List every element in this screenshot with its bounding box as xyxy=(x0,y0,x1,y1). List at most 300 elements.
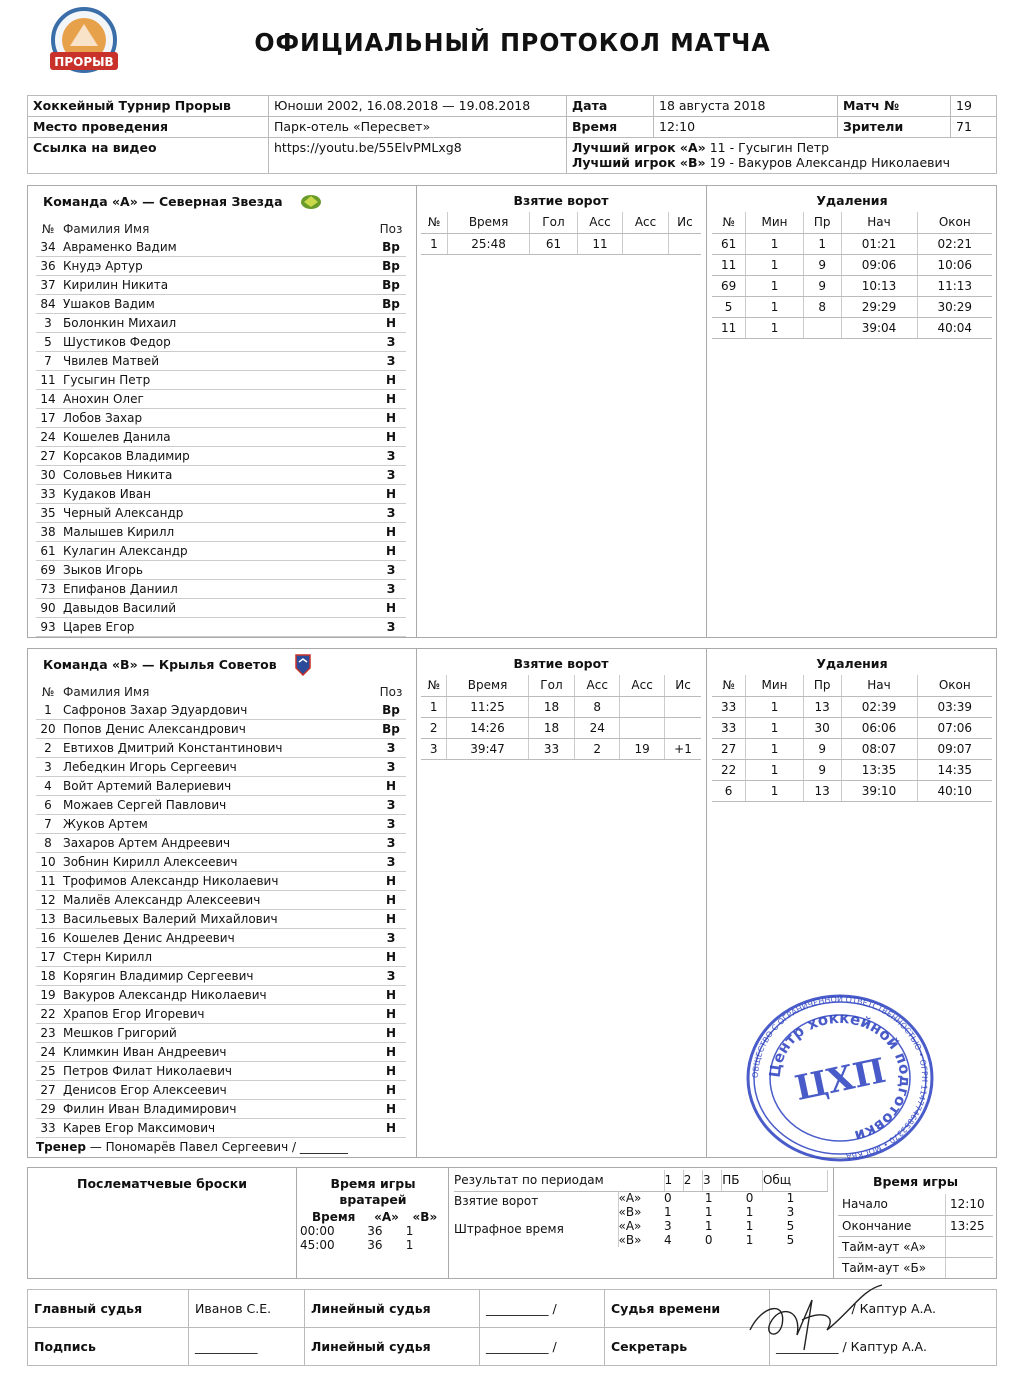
player-position: З xyxy=(386,817,396,831)
player-position: Н xyxy=(385,950,397,964)
table-cell: 14:35 xyxy=(917,759,992,780)
player-name: Давыдов Василий xyxy=(63,601,177,615)
player-name: Лебедкин Игорь Сергеевич xyxy=(63,760,237,774)
player-position: З xyxy=(386,836,396,850)
column-header: № xyxy=(421,675,447,696)
player-number: 33 xyxy=(40,1121,56,1135)
player-row xyxy=(36,1024,406,1043)
goal-row xyxy=(421,717,701,738)
team-a-emblem-icon xyxy=(300,193,322,211)
player-position: Н xyxy=(385,316,397,330)
player-position: Вр xyxy=(382,297,400,311)
timeout-a-label: Тайм-аут «А» xyxy=(838,1236,946,1257)
start-label: Начало xyxy=(838,1194,946,1215)
player-number: 25 xyxy=(40,1064,56,1078)
team-a-roster xyxy=(36,219,406,637)
player-position: З xyxy=(386,582,396,596)
player-position: Н xyxy=(385,411,397,425)
player-position: Н xyxy=(385,1045,397,1059)
period-header: 1 xyxy=(664,1170,683,1191)
player-position: З xyxy=(386,354,396,368)
table-cell: 61 xyxy=(712,233,746,254)
page-title: ОФИЦИАЛЬНЫЙ ПРОТОКОЛ МАТЧА xyxy=(254,28,771,57)
table-cell: 2 xyxy=(575,738,620,759)
stamp-ring-text: Центр хоккейной подготовки xyxy=(765,1008,915,1146)
player-name: Стерн Кирилл xyxy=(63,950,153,964)
column-header: Мин xyxy=(746,212,804,233)
player-row xyxy=(36,580,406,599)
table-cell: 36 xyxy=(367,1238,383,1252)
player-name: Кирилин Никита xyxy=(63,278,169,292)
col-name: Фамилия Имя xyxy=(63,684,150,699)
player-row xyxy=(36,333,406,352)
gk-time-table xyxy=(300,1210,444,1252)
period-header: 3 xyxy=(703,1170,722,1191)
game-time-title: Время игры xyxy=(872,1174,959,1189)
period-row-label: Взятие ворот xyxy=(454,1191,618,1219)
team-a-goals xyxy=(421,190,701,255)
player-name: Васильевых Валерий Михайлович xyxy=(63,912,278,926)
player-name: Трофимов Александр Николаевич xyxy=(63,874,279,888)
player-position: Н xyxy=(385,1007,397,1021)
table-cell: 5 xyxy=(712,296,746,317)
player-name: Лобов Захар xyxy=(63,411,143,425)
player-position: Н xyxy=(385,1083,397,1097)
player-name: Климкин Иван Андреевич xyxy=(63,1045,227,1059)
player-number: 69 xyxy=(40,563,56,577)
table-cell: 29:29 xyxy=(841,296,917,317)
table-cell: +1 xyxy=(665,738,701,759)
periods-title: Результат по периодам xyxy=(454,1170,618,1191)
table-cell: 01:21 xyxy=(841,233,917,254)
table-cell xyxy=(620,696,665,717)
stamp-outer-text: ОБЩЕСТВО С ОГРАНИЧЕННОЙ ОТВЕТСТВЕННОСТЬЮ • ОГРН 1147746853370 • МОСКВА xyxy=(750,994,930,1161)
table-cell: 33 xyxy=(528,738,575,759)
periods-table xyxy=(454,1170,828,1247)
column-header: Пр xyxy=(803,212,841,233)
player-row xyxy=(36,352,406,371)
player-name: Можаев Сергей Павлович xyxy=(63,798,227,812)
player-number: 35 xyxy=(40,506,56,520)
period-value: 3 xyxy=(664,1218,672,1233)
penalty-row xyxy=(712,296,992,317)
player-number: 37 xyxy=(40,278,56,292)
table-cell: 10:13 xyxy=(841,275,917,296)
player-number: 36 xyxy=(40,259,56,273)
player-number: 30 xyxy=(40,468,56,482)
table-cell xyxy=(620,717,665,738)
player-row xyxy=(36,295,406,314)
sign-label: Подпись xyxy=(28,1328,189,1366)
coach-line xyxy=(36,1140,406,1154)
table-cell: 1 xyxy=(405,1224,414,1238)
player-name: Царев Егор xyxy=(63,620,135,634)
table-cell xyxy=(803,317,841,338)
player-name: Чвилев Матвей xyxy=(63,354,159,368)
player-position: Н xyxy=(385,893,397,907)
column-header: № xyxy=(712,212,746,233)
column-header: «В» xyxy=(412,1210,438,1224)
table-cell: 13 xyxy=(803,780,841,801)
player-position: З xyxy=(386,741,396,755)
player-position: Н xyxy=(385,430,397,444)
secretary-value: __________ / Каптур А.А. xyxy=(770,1328,997,1366)
table-cell: 02:39 xyxy=(841,696,917,717)
table-cell: 40:10 xyxy=(917,780,992,801)
player-row xyxy=(36,815,406,834)
team-a-penalties xyxy=(712,190,992,339)
team-b-penalties xyxy=(712,653,992,802)
venue-value: Парк-отель «Пересвет» xyxy=(269,117,567,138)
table-cell: 11 xyxy=(577,233,623,254)
player-name: Черный Александр xyxy=(63,506,184,520)
player-position: Вр xyxy=(382,278,400,292)
period-team: «А» xyxy=(618,1218,642,1233)
player-number: 61 xyxy=(40,544,56,558)
gk-row xyxy=(300,1224,444,1238)
column-header: Время xyxy=(311,1210,356,1224)
player-number: 20 xyxy=(40,722,56,736)
player-number: 29 xyxy=(40,1102,56,1116)
penalty-row xyxy=(712,233,992,254)
column-header: Асс xyxy=(577,212,623,233)
table-cell: 1 xyxy=(421,696,447,717)
table-cell: 2 xyxy=(421,717,447,738)
summary-section xyxy=(27,1167,997,1279)
period-value: 5 xyxy=(786,1232,795,1247)
table-cell: 1 xyxy=(746,254,804,275)
table-cell: 1 xyxy=(746,296,804,317)
player-name: Авраменко Вадим xyxy=(63,240,177,254)
player-row xyxy=(36,910,406,929)
period-header: Общ xyxy=(762,1170,827,1191)
player-number: 17 xyxy=(40,411,56,425)
player-row xyxy=(36,1043,406,1062)
player-number: 1 xyxy=(44,703,52,717)
table-cell: 13 xyxy=(803,696,841,717)
player-position: Вр xyxy=(382,722,400,736)
player-row xyxy=(36,1062,406,1081)
player-name: Попов Денис Александрович xyxy=(63,722,246,736)
player-number: 2 xyxy=(44,741,52,755)
player-number: 11 xyxy=(40,874,56,888)
player-position: З xyxy=(386,506,396,520)
table-cell: 33 xyxy=(712,696,746,717)
period-value: 1 xyxy=(664,1204,672,1219)
table-cell: 1 xyxy=(746,275,804,296)
player-row xyxy=(36,1005,406,1024)
period-value: 1 xyxy=(745,1218,754,1233)
table-cell: 40:04 xyxy=(917,317,992,338)
player-number: 84 xyxy=(40,297,56,311)
game-time-table xyxy=(838,1194,993,1278)
player-position: Н xyxy=(385,874,397,888)
player-row xyxy=(36,447,406,466)
timeout-b-label: Тайм-аут «Б» xyxy=(838,1257,946,1278)
player-name: Евтихов Дмитрий Константинович xyxy=(63,741,283,755)
table-cell: 1 xyxy=(746,233,804,254)
team-a-title: Команда «А» — Северная Звезда xyxy=(43,194,283,209)
table-cell: 30 xyxy=(803,717,841,738)
venue-label: Место проведения xyxy=(28,117,269,138)
column-header: Мин xyxy=(746,675,804,696)
player-position: Н xyxy=(385,544,397,558)
player-row xyxy=(36,701,406,720)
table-cell: 14:26 xyxy=(447,717,528,738)
main-referee-value: Иванов С.Е. xyxy=(189,1290,305,1328)
player-row xyxy=(36,371,406,390)
player-name: Малиёв Александр Алексеевич xyxy=(63,893,261,907)
column-header: № xyxy=(421,212,447,233)
player-row xyxy=(36,428,406,447)
column-header: Окон xyxy=(917,212,992,233)
player-position: Вр xyxy=(382,703,400,717)
table-cell: 25:48 xyxy=(447,233,529,254)
player-number: 19 xyxy=(40,988,56,1002)
best-a-value: 11 - Гусыгин Петр xyxy=(709,140,830,155)
player-number: 27 xyxy=(40,1083,56,1097)
column-header: Гол xyxy=(530,212,577,233)
player-number: 8 xyxy=(44,836,52,850)
coach-label: Тренер xyxy=(36,1140,86,1154)
player-number: 13 xyxy=(40,912,56,926)
column-header: «А» xyxy=(374,1210,399,1224)
player-number: 3 xyxy=(44,760,52,774)
linesman2-value: __________ / xyxy=(480,1328,605,1366)
match-number-label: Матч № xyxy=(838,96,951,117)
table-cell: 1 xyxy=(421,233,447,254)
table-cell xyxy=(665,717,701,738)
col-pos: Поз xyxy=(379,221,403,236)
period-value: 4 xyxy=(664,1232,672,1247)
player-number: 34 xyxy=(40,240,56,254)
player-row xyxy=(36,257,406,276)
player-position: Н xyxy=(385,1102,397,1116)
player-number: 16 xyxy=(40,931,56,945)
end-value: 13:25 xyxy=(946,1215,993,1236)
match-header xyxy=(27,95,997,176)
player-position: З xyxy=(386,969,396,983)
column-header: Гол xyxy=(528,675,575,696)
player-row xyxy=(36,777,406,796)
date-label: Дата xyxy=(567,96,654,117)
player-row xyxy=(36,1119,406,1138)
period-value: 1 xyxy=(704,1204,713,1219)
player-number: 33 xyxy=(40,487,56,501)
linesman-label: Линейный судья xyxy=(305,1290,480,1328)
table-cell: 08:07 xyxy=(841,738,917,759)
player-name: Петров Филат Николаевич xyxy=(63,1064,232,1078)
table-cell: 27 xyxy=(712,738,746,759)
match-number-value: 19 xyxy=(951,96,997,117)
stamp-center-text: ЦХП xyxy=(791,1050,890,1110)
table-cell: 8 xyxy=(575,696,620,717)
table-cell: 18 xyxy=(528,717,575,738)
table-cell: 11 xyxy=(712,254,746,275)
player-number: 90 xyxy=(40,601,56,615)
table-cell: 13:35 xyxy=(841,759,917,780)
column-header: Ис xyxy=(668,212,701,233)
period-value: 1 xyxy=(745,1204,754,1219)
table-cell: 39:47 xyxy=(447,738,528,759)
table-cell: 1 xyxy=(746,317,804,338)
period-header: ПБ xyxy=(722,1170,763,1191)
player-name: Ушаков Вадим xyxy=(63,297,155,311)
player-name: Карев Егор Максимович xyxy=(63,1121,216,1135)
player-name: Сафронов Захар Эдуардович xyxy=(63,703,248,717)
player-position: Вр xyxy=(382,240,400,254)
player-number: 10 xyxy=(40,855,56,869)
period-row xyxy=(454,1219,828,1233)
time-label: Время xyxy=(567,117,654,138)
date-value: 18 августа 2018 xyxy=(654,96,838,117)
player-number: 18 xyxy=(40,969,56,983)
spectators-value: 71 xyxy=(951,117,997,138)
player-row xyxy=(36,834,406,853)
player-row xyxy=(36,599,406,618)
table-cell: 18 xyxy=(528,696,575,717)
period-team: «В» xyxy=(618,1204,642,1219)
table-cell: 07:06 xyxy=(917,717,992,738)
end-label: Окончание xyxy=(838,1215,946,1236)
player-row xyxy=(36,466,406,485)
player-name: Соловьев Никита xyxy=(63,468,173,482)
player-number: 23 xyxy=(40,1026,56,1040)
penalty-row xyxy=(712,780,992,801)
player-row xyxy=(36,758,406,777)
player-row xyxy=(36,1081,406,1100)
player-name: Кошелев Денис Андреевич xyxy=(63,931,235,945)
team-b-emblem-icon xyxy=(295,654,311,676)
logo-text: ПРОРЫВ xyxy=(54,55,114,69)
period-value: 1 xyxy=(745,1232,754,1247)
table-cell: 6 xyxy=(712,780,746,801)
table-cell: 06:06 xyxy=(841,717,917,738)
sign-value: __________ xyxy=(189,1328,305,1366)
player-position: Н xyxy=(385,1121,397,1135)
player-row xyxy=(36,314,406,333)
player-number: 17 xyxy=(40,950,56,964)
player-name: Малышев Кирилл xyxy=(63,525,175,539)
secretary-label: Секретарь xyxy=(605,1328,770,1366)
player-number: 7 xyxy=(44,817,52,831)
table-cell: 8 xyxy=(803,296,841,317)
goals-title: Взятие ворот xyxy=(513,656,609,671)
player-position: Н xyxy=(385,373,397,387)
table-cell: 22 xyxy=(712,759,746,780)
player-name: Кудаков Иван xyxy=(63,487,151,501)
table-cell: 09:06 xyxy=(841,254,917,275)
player-number: 38 xyxy=(40,525,56,539)
player-position: З xyxy=(386,620,396,634)
player-row xyxy=(36,720,406,739)
player-position: Н xyxy=(385,392,397,406)
period-team: «А» xyxy=(618,1190,642,1205)
penalty-row xyxy=(712,759,992,780)
player-name: Мешков Григорий xyxy=(63,1026,177,1040)
coach-value: — Пономарёв Павел Сергеевич / ________ xyxy=(89,1140,348,1154)
table-cell: 39:10 xyxy=(841,780,917,801)
player-position: З xyxy=(386,760,396,774)
player-name: Кнудэ Артур xyxy=(63,259,143,273)
period-value: 1 xyxy=(786,1190,795,1205)
period-header: 2 xyxy=(683,1170,702,1191)
player-row xyxy=(36,967,406,986)
player-name: Анохин Олег xyxy=(63,392,144,406)
penalty-row xyxy=(712,275,992,296)
table-cell: 9 xyxy=(803,254,841,275)
player-position: Н xyxy=(385,1064,397,1078)
table-cell xyxy=(665,696,701,717)
player-row xyxy=(36,796,406,815)
player-name: Зобнин Кирилл Алексеевич xyxy=(63,855,238,869)
column-header: Время xyxy=(447,675,528,696)
player-name: Вакуров Александр Николаевич xyxy=(63,988,267,1002)
penalty-row xyxy=(712,254,992,275)
player-row xyxy=(36,929,406,948)
column-header: Окон xyxy=(917,675,992,696)
table-cell: 24 xyxy=(575,717,620,738)
player-name: Болонкин Михаил xyxy=(63,316,177,330)
table-cell: 19 xyxy=(620,738,665,759)
period-value: 3 xyxy=(786,1204,795,1219)
table-cell: 1 xyxy=(746,696,804,717)
time-value: 12:10 xyxy=(654,117,838,138)
player-row xyxy=(36,504,406,523)
player-row xyxy=(36,872,406,891)
table-cell: 3 xyxy=(421,738,447,759)
table-cell: 30:29 xyxy=(917,296,992,317)
table-cell: 02:21 xyxy=(917,233,992,254)
table-cell: 9 xyxy=(803,738,841,759)
column-header: Асс xyxy=(575,675,620,696)
player-name: Храпов Егор Игоревич xyxy=(63,1007,205,1021)
gk-time-title: Время игры вратарей xyxy=(330,1176,416,1207)
table-cell: 36 xyxy=(367,1224,383,1238)
main-referee-label: Главный судья xyxy=(28,1290,189,1328)
official-stamp xyxy=(745,993,935,1163)
player-name: Епифанов Даниил xyxy=(63,582,178,596)
player-name: Корсаков Владимир xyxy=(63,449,190,463)
player-row xyxy=(36,542,406,561)
spectators-label: Зрители xyxy=(838,117,951,138)
player-number: 73 xyxy=(40,582,56,596)
col-num: № xyxy=(41,684,55,699)
player-name: Кошелев Данила xyxy=(63,430,171,444)
player-position: З xyxy=(386,449,396,463)
table-cell: 11:25 xyxy=(447,696,528,717)
team-b-goals xyxy=(421,653,701,760)
table-cell: 1 xyxy=(746,780,804,801)
player-row xyxy=(36,853,406,872)
penalty-row xyxy=(712,738,992,759)
player-row xyxy=(36,238,406,257)
penalties-title: Удаления xyxy=(816,656,888,671)
table-cell: 00:00 xyxy=(300,1224,335,1238)
player-row xyxy=(36,1100,406,1119)
player-number: 4 xyxy=(44,779,52,793)
penalty-row xyxy=(712,317,992,338)
shootout-title: Послематчевые броски xyxy=(76,1176,247,1191)
penalty-row xyxy=(712,696,992,717)
column-header: Время xyxy=(447,212,529,233)
penalty-row xyxy=(712,717,992,738)
video-link[interactable]: https://youtu.be/55ElvPMLxg8 xyxy=(269,138,567,174)
best-b-label: Лучший игрок «В» xyxy=(572,155,706,170)
table-cell: 9 xyxy=(803,275,841,296)
col-num: № xyxy=(41,221,55,236)
gk-row xyxy=(300,1238,444,1252)
